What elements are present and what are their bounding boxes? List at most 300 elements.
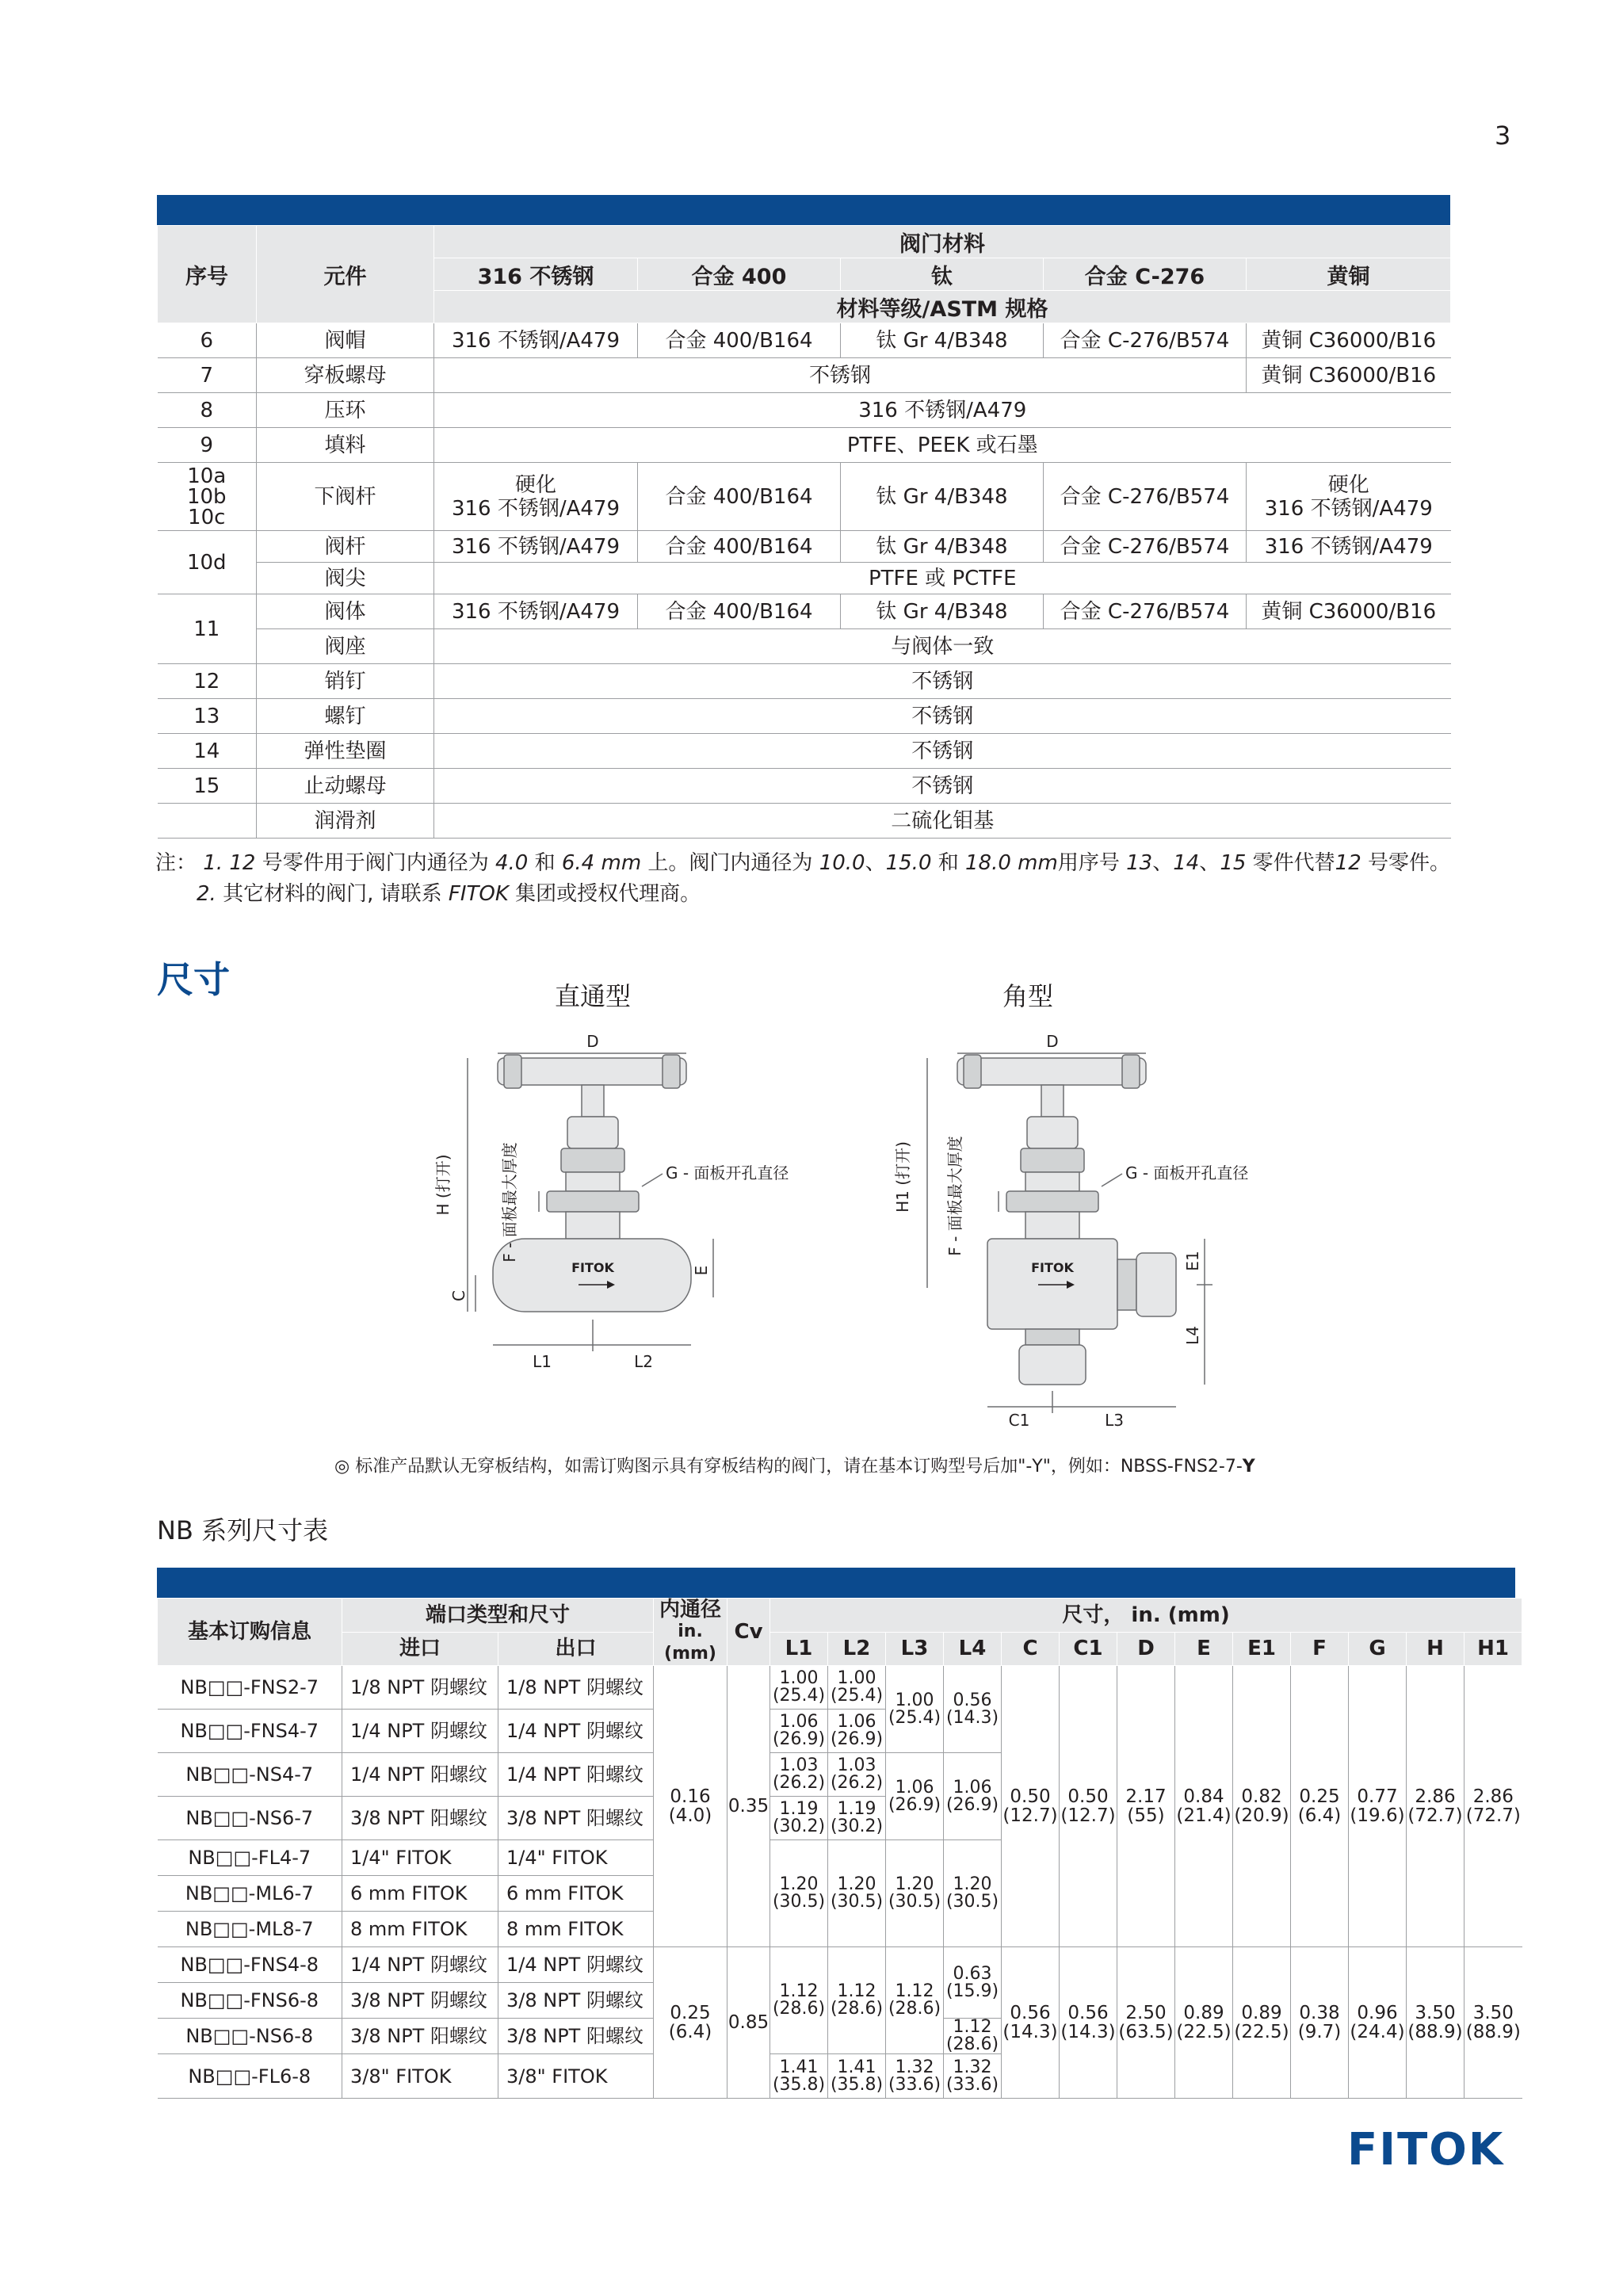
dim-value: 1.00 <box>895 1690 934 1710</box>
panel-thread <box>566 1212 620 1239</box>
g-cell <box>1349 1947 1407 2099</box>
packing-nut <box>567 1117 618 1148</box>
bottom-nut <box>1019 1345 1086 1385</box>
h-cell <box>1407 1666 1465 1947</box>
inlet-cell: 3/8 NPT 阳螺纹 <box>342 1797 498 1840</box>
header-dims: 尺寸， in. (mm) <box>770 1599 1522 1633</box>
material-cell: 316 不锈钢/A479 <box>1247 531 1451 563</box>
section-title: 尺寸 <box>157 958 230 1001</box>
header-col: F <box>1291 1632 1349 1666</box>
header-col: G <box>1349 1632 1407 1666</box>
dim-value-mm: (30.5) <box>888 1892 941 1912</box>
f-cell <box>1291 1666 1349 1947</box>
materials-table <box>157 225 1451 839</box>
note-text: 集团或授权代理商。 <box>508 882 701 906</box>
outlet-cell: 1/4 NPT 阴螺纹 <box>498 1947 654 1983</box>
g-cell <box>1349 1666 1407 1947</box>
f-cell <box>1291 1947 1349 2099</box>
bonnet <box>1021 1148 1084 1172</box>
note-number: 1. <box>203 851 223 875</box>
dim-value-mm: (14.3) <box>945 1707 999 1728</box>
l4-cell <box>944 1840 1002 1947</box>
dim-value: 1.00 <box>837 1668 876 1688</box>
dim-value-mm: (4.0) <box>668 1805 712 1826</box>
order-cell: NB□□-FNS4-7 <box>158 1710 342 1753</box>
material-cell: 不锈钢 <box>434 769 1451 804</box>
outlet-cell: 1/4" FITOK <box>498 1840 654 1876</box>
bonnet-lower <box>566 1172 620 1191</box>
table-row <box>158 629 1451 664</box>
dim-value-mm: (33.6) <box>888 2074 941 2095</box>
note-text: 、 <box>1152 851 1174 875</box>
note-text: 其它材料的阀门, 请联系 <box>216 882 449 906</box>
l4-cell <box>944 2054 1002 2099</box>
dimension-table <box>157 1598 1522 2099</box>
l3-cell <box>886 1840 944 1947</box>
material-cell <box>434 463 638 531</box>
note-text: 、 <box>865 851 886 875</box>
material-line: 硬化 <box>514 472 556 497</box>
material-cell: 钛 Gr 4/B348 <box>841 531 1044 563</box>
stem <box>582 1085 604 1117</box>
inlet-cell: 1/8 NPT 阴螺纹 <box>342 1666 498 1710</box>
c1-cell <box>1060 1666 1117 1947</box>
table-header-bar <box>157 195 1450 225</box>
page-number: 3 <box>1495 120 1511 151</box>
c-cell <box>1002 1666 1060 1947</box>
orifice-cell <box>654 1947 727 2099</box>
material-cell: 不锈钢 <box>434 734 1451 769</box>
dim-value: 1.41 <box>779 2057 819 2077</box>
dim-value: 1.20 <box>779 1874 819 1894</box>
material-cell: 合金 400/B164 <box>638 323 841 358</box>
label-f: F - 面板最大厚度 <box>945 1136 964 1256</box>
diagram-title-angle: 角型 <box>1002 981 1054 1011</box>
panel-nut <box>1006 1191 1098 1212</box>
material-cell: 不锈钢 <box>434 358 1247 393</box>
dim-value: 0.89 <box>1241 2003 1282 2023</box>
header-seq: 序号 <box>158 226 257 323</box>
l2-cell <box>828 1753 886 1797</box>
inlet-cell: 3/8 NPT 阴螺纹 <box>342 1983 498 2019</box>
header-valve-materials: 阀门材料 <box>434 226 1451 258</box>
dim-value-mm: (30.5) <box>772 1892 826 1912</box>
l4-cell <box>944 2019 1002 2054</box>
dim-value-mm: (14.3) <box>1060 2022 1116 2042</box>
material-cell: 钛 Gr 4/B348 <box>841 594 1044 629</box>
seq-cell: 8 <box>158 393 257 428</box>
material-cell: 合金 C-276/B574 <box>1044 531 1247 563</box>
note-text: 14 <box>1173 851 1200 875</box>
note-label: 注： <box>155 851 197 875</box>
l3-cell <box>886 1666 944 1753</box>
l1-cell <box>770 1797 828 1840</box>
label-h: H (打开) <box>433 1154 453 1216</box>
straight-valve-diagram <box>412 1018 789 1391</box>
table-row <box>158 734 1451 769</box>
part-cell: 压环 <box>257 393 434 428</box>
e-cell <box>1175 1947 1233 2099</box>
note-text: 用序号 <box>1057 851 1127 875</box>
note-text: FITOK <box>448 882 509 906</box>
dim-value-mm: (9.7) <box>1297 2022 1342 2042</box>
l3-cell <box>886 1753 944 1840</box>
dim-value-mm: (28.6) <box>945 2034 999 2054</box>
dim-value: 1.19 <box>779 1799 819 1819</box>
part-cell: 填料 <box>257 428 434 463</box>
dim-value-mm: (22.5) <box>1234 2022 1289 2042</box>
l2-cell <box>828 1666 886 1710</box>
label-h1: H1 (打开) <box>893 1141 912 1213</box>
dim-value-mm: (30.2) <box>772 1817 826 1836</box>
label-e: E <box>692 1265 711 1276</box>
valve-body <box>493 1239 691 1312</box>
dim-value: 0.82 <box>1241 1786 1282 1807</box>
table-header-bar <box>157 1568 1515 1598</box>
part-cell: 阀杆 <box>257 531 434 563</box>
note-text: 标准产品默认无穿板结构，如需订购图示具有穿板结构的阀门，请在基本订购型号后加"-Y"，例如：NBSS-FNS2-7- <box>349 1457 1243 1477</box>
note-text: 4.0 <box>495 851 529 875</box>
packing-nut <box>1027 1117 1078 1148</box>
dim-value-mm: (28.6) <box>772 1999 826 2019</box>
table-row <box>158 1666 1522 1710</box>
order-cell: NB□□-ML8-7 <box>158 1912 342 1947</box>
outlet-cell: 1/4 NPT 阳螺纹 <box>498 1753 654 1797</box>
material-cell: 不锈钢 <box>434 699 1451 734</box>
seq-cell <box>158 804 257 839</box>
fitok-logo: FITOK <box>1347 2124 1505 2176</box>
handle <box>498 1058 686 1085</box>
material-cell: 316 不锈钢/A479 <box>434 323 638 358</box>
handle-end <box>504 1055 521 1088</box>
dim-value: 1.00 <box>779 1668 819 1688</box>
dim-value: 0.56 <box>1010 2003 1051 2023</box>
inlet-cell: 3/8 NPT 阳螺纹 <box>342 2019 498 2054</box>
dim-value-mm: (6.4) <box>1297 1805 1342 1826</box>
dim-value: 3.50 <box>1472 2003 1514 2023</box>
label-l1: L1 <box>533 1352 552 1371</box>
material-cell: 不锈钢 <box>434 664 1451 699</box>
note-1 <box>155 846 1450 876</box>
h-cell <box>1407 1947 1465 2099</box>
header-port: 端口类型和尺寸 <box>342 1599 654 1633</box>
l2-cell <box>828 1710 886 1753</box>
header-col: L1 <box>770 1632 828 1666</box>
header-material: 合金 C-276 <box>1044 258 1247 291</box>
dim-value-mm: (21.4) <box>1176 1805 1232 1826</box>
dim-value: 1.41 <box>837 2057 876 2077</box>
material-cell: 合金 C-276/B574 <box>1044 323 1247 358</box>
l2-cell <box>828 2054 886 2099</box>
panel-thread <box>1025 1212 1079 1239</box>
dimension-table-container <box>157 1568 1521 2099</box>
d-cell <box>1117 1947 1175 2099</box>
dim-value: 1.12 <box>895 1981 934 2001</box>
table-row <box>158 463 1451 531</box>
dim-value: 0.63 <box>953 1963 992 1984</box>
dim-value: 1.32 <box>895 2057 934 2077</box>
part-cell: 阀帽 <box>257 323 434 358</box>
nb-table-title: NB 系列尺寸表 <box>157 1515 329 1545</box>
table-row <box>158 531 1451 563</box>
dim-value-mm: (20.9) <box>1234 1805 1289 1826</box>
dim-value: 0.16 <box>670 1786 711 1807</box>
material-cell: 合金 400/B164 <box>638 463 841 531</box>
dim-value-mm: (22.5) <box>1176 2022 1232 2042</box>
dim-value: 1.20 <box>953 1874 992 1894</box>
header-col: C1 <box>1060 1632 1117 1666</box>
l1-cell <box>770 1710 828 1753</box>
handle <box>957 1058 1146 1085</box>
outlet-cell: 1/8 NPT 阴螺纹 <box>498 1666 654 1710</box>
handle-end <box>663 1055 680 1088</box>
bonnet-lower <box>1025 1172 1079 1191</box>
material-cell: 合金 400/B164 <box>638 594 841 629</box>
header-orifice <box>654 1599 727 1666</box>
dim-value: 1.06 <box>953 1777 992 1797</box>
l3-cell <box>886 1947 944 2054</box>
dim-value: 0.56 <box>953 1690 992 1710</box>
d-cell <box>1117 1666 1175 1947</box>
order-cell: NB□□-FNS6-8 <box>158 1983 342 2019</box>
inlet-cell: 1/4 NPT 阳螺纹 <box>342 1753 498 1797</box>
dim-value-mm: (88.9) <box>1465 2022 1521 2042</box>
bonnet <box>561 1148 624 1172</box>
dim-value: 0.96 <box>1357 2003 1398 2023</box>
brand-mark: FITOK <box>1031 1260 1074 1275</box>
order-cell: NB□□-FNS2-7 <box>158 1666 342 1710</box>
dim-value: 1.12 <box>837 1981 876 2001</box>
dim-value-mm: (30.2) <box>830 1817 884 1836</box>
label-g: G - 面板开孔直径 <box>1125 1163 1249 1182</box>
inlet-cell: 3/8" FITOK <box>342 2054 498 2099</box>
dim-value-mm: (14.3) <box>1002 2022 1058 2042</box>
dim-value-mm: (19.6) <box>1350 1805 1405 1826</box>
material-cell: PTFE、PEEK 或石墨 <box>434 428 1451 463</box>
table-row <box>158 664 1451 699</box>
note-text: 10.0 <box>819 851 865 875</box>
e1-cell <box>1233 1947 1291 2099</box>
dim-value-mm: (24.4) <box>1350 2022 1405 2042</box>
seq-cell: 12 <box>158 664 257 699</box>
cv-cell: 0.35 <box>727 1666 770 1947</box>
dim-value-mm: (15.9) <box>945 1981 999 2001</box>
header-inlet: 进口 <box>342 1632 498 1666</box>
l1-cell <box>770 1840 828 1947</box>
header-col: H <box>1407 1632 1465 1666</box>
order-cell: NB□□-NS4-7 <box>158 1753 342 1797</box>
part-cell: 阀尖 <box>257 563 434 594</box>
note-text: 零件代替 <box>1246 851 1335 875</box>
dim-value: 1.03 <box>779 1755 819 1775</box>
dim-value: 0.50 <box>1067 1786 1109 1807</box>
dim-value-mm: (25.4) <box>888 1707 941 1728</box>
order-cell: NB□□-FL4-7 <box>158 1840 342 1876</box>
label-g: G - 面板开孔直径 <box>666 1163 789 1182</box>
label-l4: L4 <box>1183 1326 1202 1345</box>
materials-table-container <box>157 195 1450 839</box>
dim-value: 1.06 <box>895 1777 934 1797</box>
part-cell: 销钉 <box>257 664 434 699</box>
l1-cell <box>770 2054 828 2099</box>
dim-value: 0.89 <box>1183 2003 1224 2023</box>
note-suffix: Y <box>1242 1457 1255 1477</box>
l4-cell <box>944 1947 1002 2019</box>
note-text: 、 <box>1199 851 1220 875</box>
note-number: 2. <box>197 882 216 906</box>
dim-value: 0.77 <box>1357 1786 1398 1807</box>
material-cell: 与阀体一致 <box>434 629 1451 664</box>
dim-value: 1.06 <box>837 1712 876 1732</box>
dim-value-mm: (12.7) <box>1060 1805 1116 1826</box>
dim-value-mm: (6.4) <box>668 2022 712 2042</box>
note-text: 18.0 mm <box>965 851 1058 875</box>
dim-value: 0.25 <box>670 2003 711 2023</box>
order-cell: NB□□-NS6-7 <box>158 1797 342 1840</box>
header-col: L2 <box>828 1632 886 1666</box>
outlet-cell: 8 mm FITOK <box>498 1912 654 1947</box>
dim-value-mm: (26.9) <box>830 1729 884 1749</box>
l4-cell <box>944 1666 1002 1753</box>
inlet-cell: 1/4" FITOK <box>342 1840 498 1876</box>
material-cell: 黄铜 C36000/B16 <box>1247 323 1451 358</box>
material-line: 硬化 <box>1327 472 1369 497</box>
dim-value-mm: (55) <box>1127 1805 1165 1826</box>
header-material: 合金 400 <box>638 258 841 291</box>
inlet-cell: 1/4 NPT 阴螺纹 <box>342 1947 498 1983</box>
table-row <box>158 804 1451 839</box>
seq-line: 10b <box>186 484 227 509</box>
note-text: 号零件用于阀门内通径为 <box>255 851 495 875</box>
dim-value: 1.12 <box>779 1981 819 2001</box>
dim-value: 1.20 <box>895 1874 934 1894</box>
dim-value-mm: (72.7) <box>1407 1805 1463 1826</box>
standard-product-note <box>334 1453 1255 1477</box>
label-l2: L2 <box>634 1352 653 1371</box>
dim-value: 3.50 <box>1415 2003 1456 2023</box>
dim-value-mm: (28.6) <box>830 1999 884 2019</box>
table-row <box>158 428 1451 463</box>
dim-value-mm: (30.5) <box>830 1892 884 1912</box>
dim-value: 0.56 <box>1067 2003 1109 2023</box>
seq-cell: 6 <box>158 323 257 358</box>
table-row <box>158 323 1451 358</box>
outlet-cell: 3/8 NPT 阳螺纹 <box>498 2019 654 2054</box>
seq-cell: 7 <box>158 358 257 393</box>
dim-value: 2.50 <box>1125 2003 1167 2023</box>
dim-value-mm: (25.4) <box>772 1686 826 1706</box>
dim-value: 2.17 <box>1125 1786 1167 1807</box>
header-material: 316 不锈钢 <box>434 258 638 291</box>
dim-value-mm: (26.9) <box>888 1794 941 1815</box>
header-col: L3 <box>886 1632 944 1666</box>
cv-cell: 0.85 <box>727 1947 770 2099</box>
seq-cell <box>158 463 257 531</box>
outlet-cell: 3/8 NPT 阴螺纹 <box>498 1983 654 2019</box>
handle-end <box>1122 1055 1140 1088</box>
inlet-cell: 8 mm FITOK <box>342 1912 498 1947</box>
e1-cell <box>1233 1666 1291 1947</box>
l4-cell <box>944 1753 1002 1840</box>
material-line: 316 不锈钢/A479 <box>1264 496 1433 521</box>
note-text: 12 <box>1335 851 1361 875</box>
leader-line <box>1102 1174 1122 1186</box>
seq-cell: 13 <box>158 699 257 734</box>
dim-value: 2.86 <box>1415 1786 1456 1807</box>
header-material: 黄铜 <box>1247 258 1451 291</box>
side-nut <box>1136 1253 1176 1316</box>
note-text: 6.4 mm <box>561 851 642 875</box>
part-cell: 阀座 <box>257 629 434 664</box>
seq-line: 10a <box>187 464 227 488</box>
header-material: 钛 <box>841 258 1044 291</box>
stem <box>1041 1085 1064 1117</box>
l3-cell <box>886 2054 944 2099</box>
material-cell: 二硫化钼基 <box>434 804 1451 839</box>
orifice-cell <box>654 1666 727 1947</box>
dim-value: 0.38 <box>1299 2003 1340 2023</box>
dimension-table-body <box>158 1666 1522 2099</box>
label-f: F - 面板最大厚度 <box>500 1142 519 1263</box>
dim-value-mm: (33.6) <box>945 2074 999 2095</box>
part-cell: 弹性垫圈 <box>257 734 434 769</box>
header-col: E1 <box>1233 1632 1291 1666</box>
part-cell: 止动螺母 <box>257 769 434 804</box>
valve-body <box>987 1239 1117 1329</box>
part-cell: 润滑剂 <box>257 804 434 839</box>
order-cell: NB□□-ML6-7 <box>158 1876 342 1912</box>
dim-value-mm: (26.9) <box>772 1729 826 1749</box>
header-col: E <box>1175 1632 1233 1666</box>
diagram-title-straight: 直通型 <box>555 981 632 1011</box>
table-row <box>158 699 1451 734</box>
material-cell: 合金 400/B164 <box>638 531 841 563</box>
header-col: L4 <box>944 1632 1002 1666</box>
note-text: 13 <box>1126 851 1153 875</box>
note-2 <box>197 877 701 907</box>
side-fitting <box>1117 1259 1136 1310</box>
order-cell: NB□□-FNS4-8 <box>158 1947 342 1983</box>
outlet-cell: 6 mm FITOK <box>498 1876 654 1912</box>
dim-value: 2.86 <box>1472 1786 1514 1807</box>
outlet-cell: 3/8" FITOK <box>498 2054 654 2099</box>
label-c: C <box>449 1290 468 1301</box>
note-text: 号零件。 <box>1361 851 1451 875</box>
dim-value-mm: (30.5) <box>945 1892 999 1912</box>
dim-value-mm: (12.7) <box>1002 1805 1058 1826</box>
material-cell: 316 不锈钢/A479 <box>434 393 1451 428</box>
h1-cell <box>1465 1666 1522 1947</box>
dim-value-mm: (26.2) <box>830 1773 884 1793</box>
table-row <box>158 1947 1522 1983</box>
inlet-cell: 1/4 NPT 阴螺纹 <box>342 1710 498 1753</box>
dim-value-mm: (28.6) <box>888 1999 941 2019</box>
note-text: 和 <box>931 851 966 875</box>
dim-value: 1.06 <box>779 1712 819 1732</box>
material-cell: 钛 Gr 4/B348 <box>841 323 1044 358</box>
l2-cell <box>828 1840 886 1947</box>
material-cell: 黄铜 C36000/B16 <box>1247 358 1451 393</box>
c-cell <box>1002 1947 1060 2099</box>
dim-value: 1.03 <box>837 1755 876 1775</box>
label-e1: E1 <box>1183 1251 1202 1271</box>
material-cell: 合金 C-276/B574 <box>1044 463 1247 531</box>
dim-value-mm: (72.7) <box>1465 1805 1521 1826</box>
panel-nut <box>547 1191 639 1212</box>
outlet-cell: 1/4 NPT 阴螺纹 <box>498 1710 654 1753</box>
table-row <box>158 563 1451 594</box>
label-l3: L3 <box>1105 1411 1124 1430</box>
